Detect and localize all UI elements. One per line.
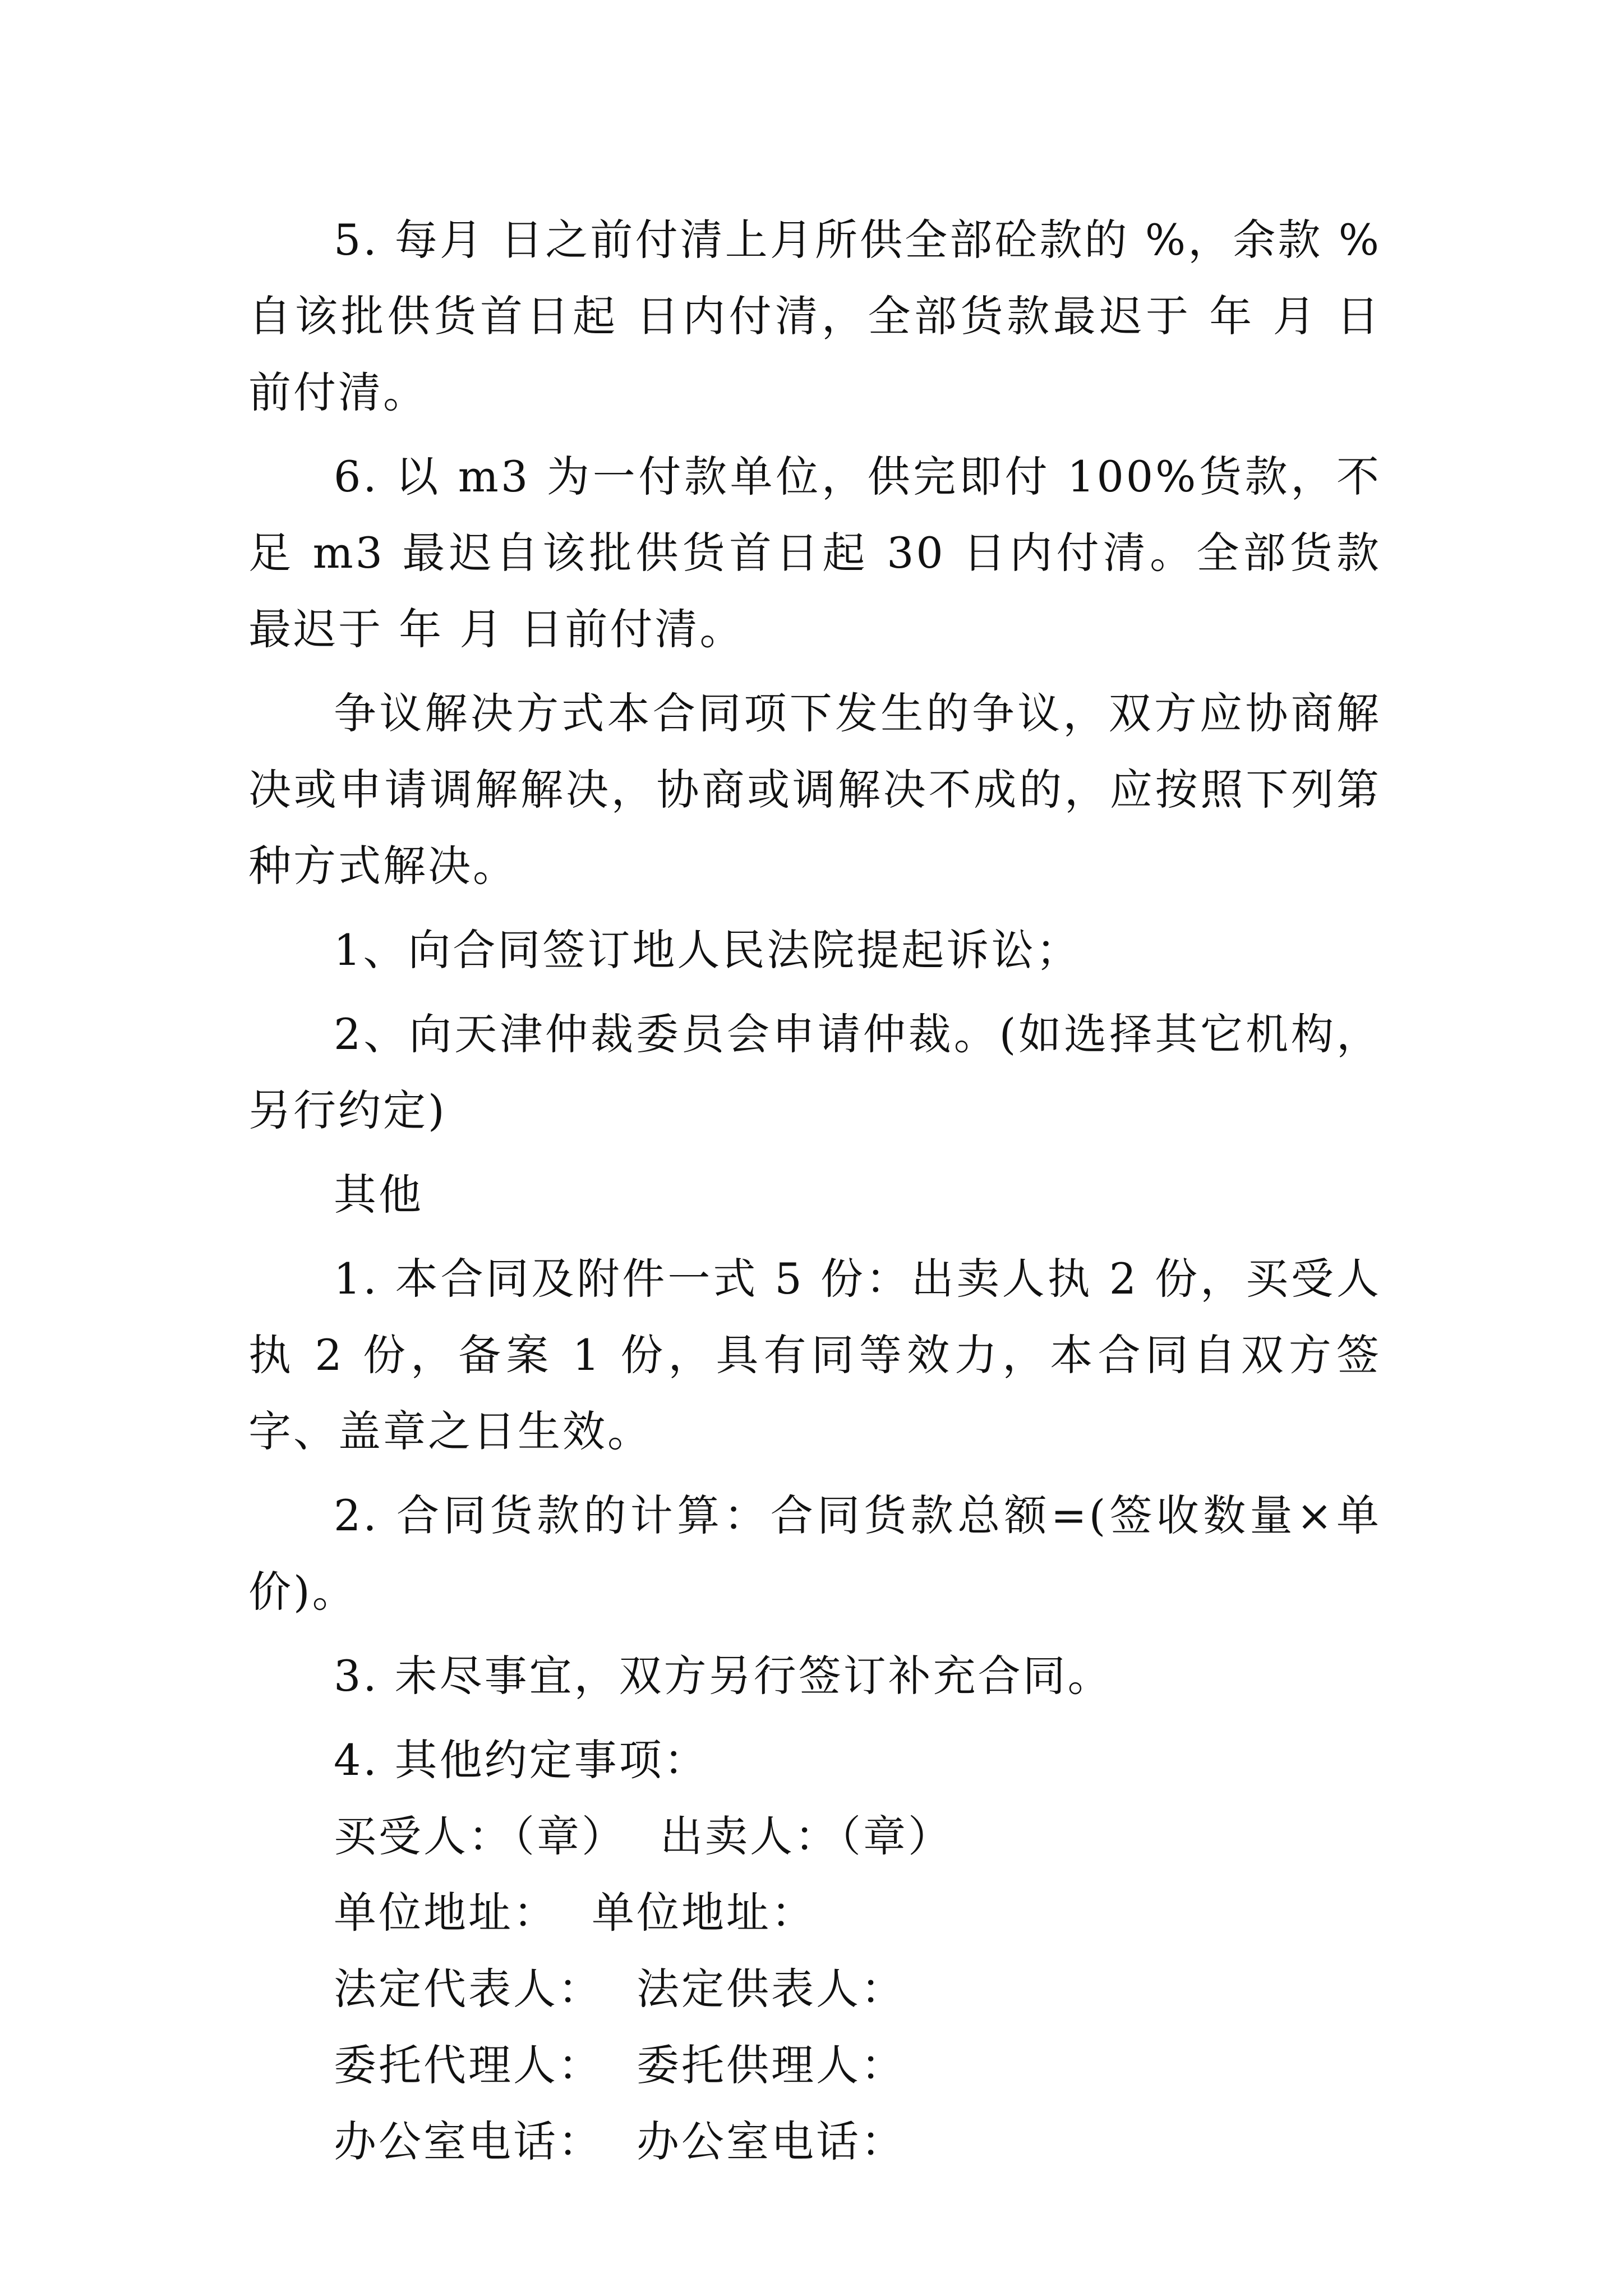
paragraph-dispute-option-1: 1、向合同签订地人民法院提起诉讼； xyxy=(334,925,1081,975)
buyer-agent-label: 委托代理人： xyxy=(334,2040,603,2090)
buyer-legal-rep-label: 法定代表人： xyxy=(334,1964,603,2014)
buyer-address-label: 单位地址： xyxy=(334,1888,558,1938)
buyer-phone-label: 办公室电话： xyxy=(334,2116,603,2166)
signature-line-agent xyxy=(248,2027,1381,2104)
seller-seal-label: 出卖人：（章） xyxy=(660,1811,953,1861)
paragraph-dispute-resolution: 争议解决方式本合同项下发生的争议，双方应协商解决或申请调解解决，协商或调解决不成的，应按照下列第 种方式解决。 xyxy=(248,688,1381,891)
signature-line-legal-rep xyxy=(248,1951,1381,2027)
document-body xyxy=(248,202,1381,2180)
paragraph-other-2: 2. 合同货款的计算：合同货款总额=(签收数量×单价)。 xyxy=(248,1490,1381,1617)
paragraph-dispute-option-2: 2、向天津仲裁委员会申请仲裁。(如选择其它机构，另行约定) xyxy=(248,1009,1381,1135)
paragraph-other-3: 3. 未尽事宜，双方另行签订补充合同。 xyxy=(334,1651,1113,1701)
signature-line-party xyxy=(248,1798,1381,1875)
seller-address-label: 单位地址： xyxy=(592,1888,816,1938)
paragraph-other-4: 4. 其他约定事项： xyxy=(334,1735,709,1785)
seller-agent-label: 委托供理人： xyxy=(637,2040,906,2090)
signature-block xyxy=(248,1798,1381,2180)
seller-legal-rep-label: 法定供表人： xyxy=(637,1964,906,2014)
signature-line-address xyxy=(248,1875,1381,1951)
seller-phone-label: 办公室电话： xyxy=(637,2116,906,2166)
paragraph-payment-5: 5. 每月 日之前付清上月所供全部砼款的 %，余款 %自该批供货首日起 日内付清，全部货款最迟于 年 月 日前付清。 xyxy=(248,215,1381,417)
paragraph-payment-6: 6. 以 m3 为一付款单位，供完即付 100%货款，不足 m3 最迟自该批供货首日起 30 日内付清。全部货款最迟于 年 月 日前付清。 xyxy=(248,452,1381,654)
section-heading-other: 其他 xyxy=(334,1170,423,1220)
paragraph-other-1: 1. 本合同及附件一式 5 份：出卖人执 2 份，买受人执 2 份，备案 1 份，具有同等效力，本合同自双方签字、盖章之日生效。 xyxy=(248,1254,1381,1456)
buyer-seal-label: 买受人：（章） xyxy=(334,1811,626,1861)
signature-line-phone xyxy=(248,2104,1381,2180)
